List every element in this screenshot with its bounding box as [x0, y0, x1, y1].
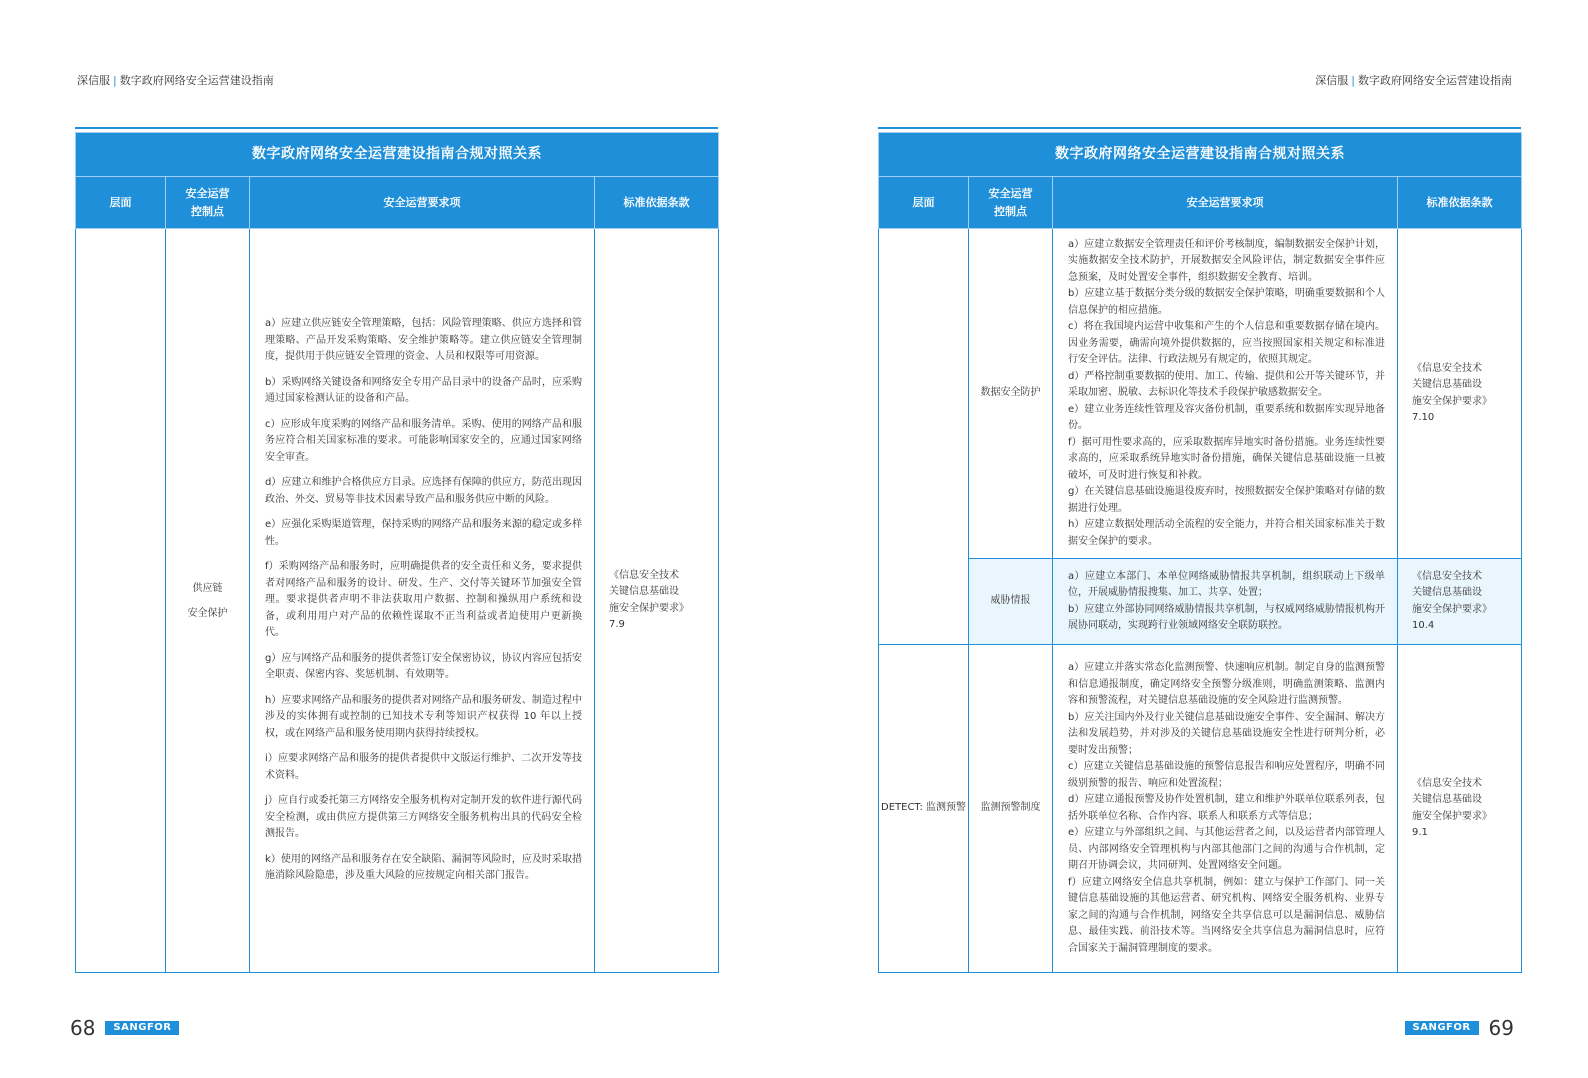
- requirement-item: e）应建立与外部组织之间、与其他运营者之间，以及运营者内部管理人员、内部网络安全管理机构与内部其他部门之间的沟通与合作机制，定期召开协调会议，共同研判、处置网络安全问题。: [1068, 827, 1385, 871]
- column-header-control-line1: 安全运营: [988, 186, 1033, 200]
- standard-line: 关键信息基础设: [609, 586, 679, 597]
- requirement-cell: [1053, 645, 1398, 973]
- column-header-control-line1: 安全运营: [185, 186, 230, 200]
- column-header-standard: 标准依据条款: [595, 177, 719, 229]
- page-number: 68: [70, 1016, 96, 1040]
- requirement-item: b）应建立外部协同网络威胁情报共享机制，与权威网络威胁情报机构开展协同联动，实现跨行业领域网络安全联防联控。: [1068, 603, 1385, 631]
- standard-line: 关键信息基础设: [1412, 587, 1482, 598]
- standard-line: 关键信息基础设: [1412, 794, 1482, 805]
- standard-cell: [595, 229, 719, 973]
- requirement-item: c）应建立关键信息基础设施的预警信息报告和响应处置程序，明确不同级别预警的报告、响应和处置流程；: [1068, 761, 1385, 789]
- requirement-cell: [1053, 229, 1398, 559]
- compliance-table-right: [878, 127, 1521, 973]
- standard-cell: [1398, 645, 1522, 973]
- standard-clause: 7.9: [609, 619, 625, 630]
- footer-brand-label: SANGFOR: [105, 1021, 179, 1035]
- standard-cell: [1398, 229, 1522, 559]
- requirement-item: f）采购网络产品和服务时，应明确提供者的安全责任和义务，要求提供者对网络产品和服务的设计、研发、生产、交付等关键环节加强安全管理。要求提供者声明不非法获取用户数据、控制和操纵用户系统和设备，或利用用户对产品的依赖性谋取不正当利益或者迫使用户更新换代。: [265, 561, 582, 639]
- column-header-control: [969, 177, 1053, 229]
- standard-clause: 9.1: [1412, 827, 1428, 838]
- page-number: 69: [1488, 1016, 1514, 1040]
- column-header-layer: 层面: [76, 177, 166, 229]
- standard-clause: 7.10: [1412, 412, 1435, 423]
- table-row: [879, 559, 1522, 645]
- requirement-item: f）据可用性要求高的，应采取数据库异地实时备份措施。业务连续性要求高的，应采取系统异地实时备份措施，确保关键信息基础设施一旦被破坏，可及时进行恢复和补救。: [1068, 436, 1385, 481]
- requirement-item: a）应建立并落实常态化监测预警、快速响应机制。制定自身的监测预警和信息通报制度，确定网络安全预警分级准则，明确监测策略、监测内容和预警流程，对关键信息基础设施的安全风险进行监测预警。: [1068, 662, 1385, 706]
- layer-cell: [879, 229, 969, 645]
- standard-line: 施安全保护要求》: [1412, 603, 1492, 615]
- column-header-requirement: 安全运营要求项: [1053, 177, 1398, 229]
- footer-brand-label: SANGFOR: [1405, 1021, 1479, 1035]
- requirement-item: d）严格控制重要数据的使用、加工、传输、提供和公开等关键环节，并采取加密、脱敏、去标识化等技术手段保护敏感数据安全。: [1068, 370, 1385, 399]
- requirement-item: e）应强化采购渠道管理，保持采购的网络产品和服务来源的稳定或多样性。: [265, 519, 582, 547]
- header-brand: 深信服: [1315, 74, 1349, 87]
- running-header-right: [1315, 72, 1512, 88]
- header-separator: |: [1351, 74, 1355, 87]
- table-title: 数字政府网络安全运营建设指南合规对照关系: [76, 133, 719, 177]
- requirement-item: g）在关键信息基础设施退役废弃时，按照数据安全保护策略对存储的数据进行处理。: [1068, 486, 1385, 514]
- standard-clause: 10.4: [1412, 620, 1435, 631]
- header-title: 数字政府网络安全运营建设指南: [1358, 74, 1512, 87]
- requirement-item: d）应建立通报预警及协作处置机制，建立和维护外联单位联系列表，包括外联单位名称、合作内容、联系人和联系方式等信息；: [1068, 794, 1385, 822]
- compliance-table-left: [75, 127, 718, 973]
- standard-line: 施安全保护要求》: [1412, 395, 1492, 407]
- header-separator: |: [113, 74, 117, 87]
- requirement-item: a）应建立数据安全管理责任和评价考核制度，编制数据安全保护计划，实施数据安全技术防护，开展数据安全风险评估，制定数据安全事件应急预案，及时处置安全事件，组织数据安全教育、培训。: [1068, 238, 1385, 283]
- requirement-item: h）应建立数据处理活动全流程的安全能力，并符合相关国家标准关于数据安全保护的要求。: [1068, 519, 1385, 547]
- control-cell: [166, 229, 250, 973]
- table-row: [879, 645, 1522, 973]
- footer-left: [70, 1016, 179, 1040]
- column-header-control-line2: 控制点: [994, 204, 1027, 218]
- requirement-item: f）应建立网络安全信息共享机制，例如：建立与保护工作部门、同一关键信息基础设施的其他运营者、研究机构、网络安全服务机构、业界专家之间的沟通与合作机制，网络安全共享信息可以是漏洞信息、威胁信息、最佳实践、前沿技术等。当网络安全共享信息为漏洞信息时，应符合国家关于漏洞管理制度的要求。: [1068, 876, 1385, 954]
- layer-cell: DETECT: 监测预警: [879, 645, 969, 973]
- requirement-item: e）建立业务连续性管理及容灾备份机制，重要系统和数据库实现异地备份。: [1068, 403, 1385, 432]
- requirement-item: g）应与网络产品和服务的提供者签订安全保密协议，协议内容应包括安全职责、保密内容、奖惩机制、有效期等。: [265, 652, 582, 681]
- standard-line: 施安全保护要求》: [609, 602, 689, 614]
- requirement-item: k）使用的网络产品和服务存在安全缺陷、漏洞等风险时，应及时采取措施消除风险隐患，涉及重大风险的应按规定向相关部门报告。: [265, 853, 582, 882]
- table-title: 数字政府网络安全运营建设指南合规对照关系: [879, 133, 1522, 177]
- requirement-item: a）应建立本部门、本单位网络威胁情报共享机制，组织联动上下级单位，开展威胁情报搜集、加工、共享、处置；: [1068, 570, 1385, 598]
- requirement-item: b）应关注国内外及行业关键信息基础设施安全事件、安全漏洞、解决方法和发展趋势，并对涉及的关键信息基础设施安全性进行研判分析，必要时发出预警；: [1068, 711, 1385, 756]
- control-cell: 威胁情报: [969, 559, 1053, 645]
- standard-line: 关键信息基础设: [1412, 379, 1482, 390]
- requirement-item: d）应建立和维护合格供应方目录。应选择有保障的供应方，防范出现因政治、外交、贸易等非技术因素导致产品和服务供应中断的风险。: [265, 477, 582, 505]
- standard-line: 《信息安全技术: [1412, 777, 1482, 789]
- control-line1: 供应链: [192, 582, 223, 594]
- header-title: 数字政府网络安全运营建设指南: [119, 74, 274, 87]
- layer-cell: [76, 229, 166, 973]
- table-row: [879, 229, 1522, 559]
- standard-line: 《信息安全技术: [609, 569, 679, 581]
- requirement-cell: [1053, 559, 1398, 645]
- requirement-item: i）应要求网络产品和服务的提供者提供中文版运行维护、二次开发等技术资料。: [265, 753, 582, 781]
- requirement-item: b）采购网络关键设备和网络安全专用产品目录中的设备产品时，应采购通过国家检测认证的设备和产品。: [265, 376, 582, 405]
- table-row: [76, 229, 719, 973]
- standard-cell: [1398, 559, 1522, 645]
- column-header-layer: 层面: [879, 177, 969, 229]
- running-header-left: [77, 72, 274, 88]
- control-cell: 数据安全防护: [969, 229, 1053, 559]
- control-line2: 安全保护: [187, 607, 228, 619]
- header-brand: 深信服: [77, 74, 110, 87]
- footer-right: [1405, 1016, 1514, 1040]
- requirement-item: j）应自行或委托第三方网络安全服务机构对定制开发的软件进行源代码安全检测，或由供应方提供第三方网络安全服务机构出具的代码安全检测报告。: [265, 795, 582, 840]
- standard-line: 《信息安全技术: [1412, 570, 1482, 582]
- column-header-standard: 标准依据条款: [1398, 177, 1522, 229]
- requirement-item: c）将在我国境内运营中收集和产生的个人信息和重要数据存储在境内。因业务需要，确需向境外提供数据的，应当按照国家相关规定和标准进行安全评估。法律、行政法规另有规定的，依照其规定。: [1068, 321, 1385, 366]
- requirement-item: b）应建立基于数据分类分级的数据安全保护策略，明确重要数据和个人信息保护的相应措施。: [1068, 288, 1385, 316]
- column-header-requirement: 安全运营要求项: [250, 177, 595, 229]
- control-cell: 监测预警制度: [969, 645, 1053, 973]
- requirement-item: c）应形成年度采购的网络产品和服务清单。采购、使用的网络产品和服务应符合相关国家标准的要求。可能影响国家安全的，应通过国家网络安全审查。: [265, 418, 582, 463]
- column-header-control-line2: 控制点: [191, 204, 224, 218]
- requirement-item: a）应建立供应链安全管理策略，包括：风险管理策略、供应方选择和管理策略、产品开发采购策略、安全维护策略等。建立供应链安全管理制度，提供用于供应链安全管理的资金、人员和权限等可用资源。: [265, 318, 582, 363]
- standard-line: 施安全保护要求》: [1412, 810, 1492, 822]
- requirement-cell: [250, 229, 595, 973]
- column-header-control: [166, 177, 250, 229]
- standard-line: 《信息安全技术: [1412, 362, 1482, 374]
- requirement-item: h）应要求网络产品和服务的提供者对网络产品和服务研发、制造过程中涉及的实体拥有或控制的已知技术专利等知识产权获得 10 年以上授权，或在网络产品和服务使用期内获得持续授权。: [265, 694, 582, 739]
